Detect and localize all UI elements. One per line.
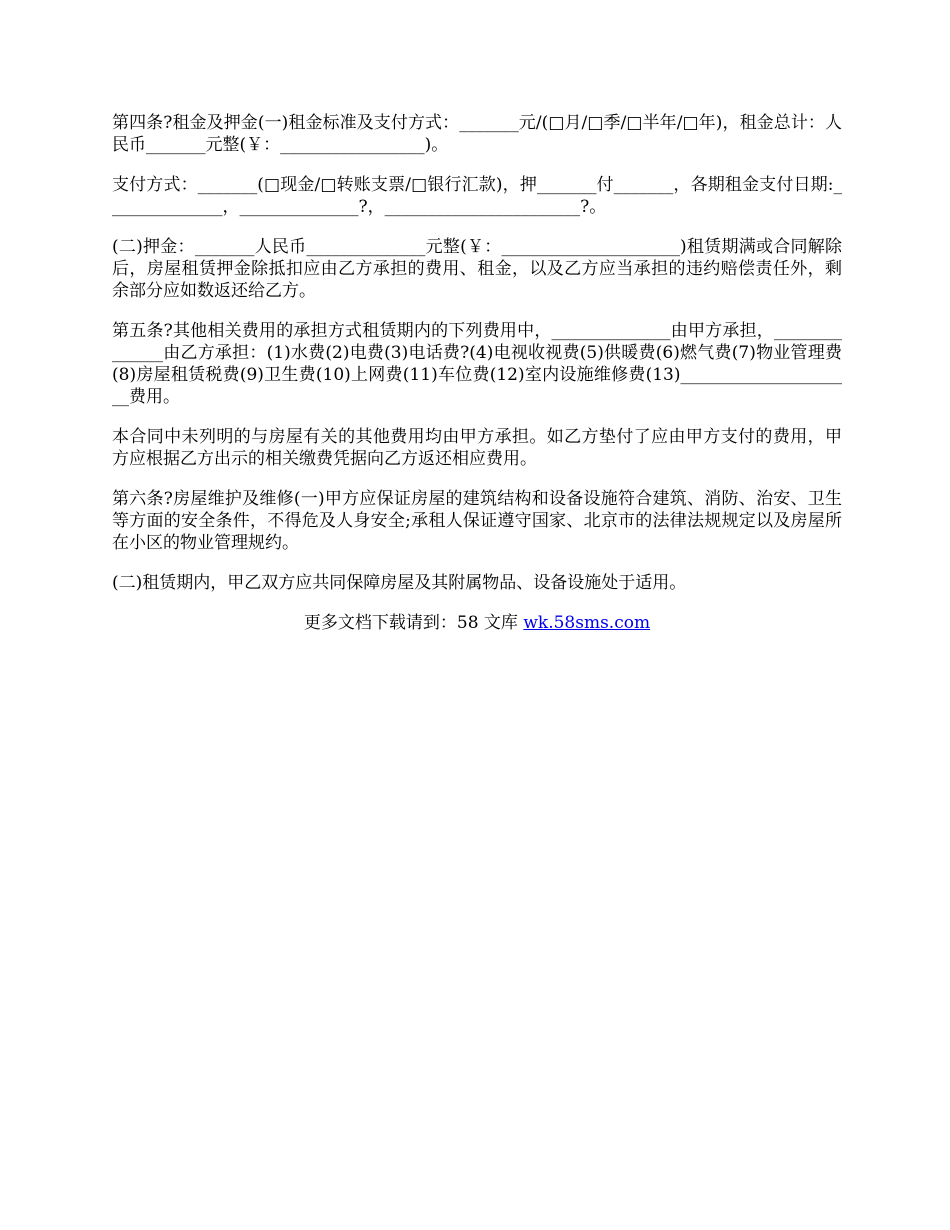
- footer: [112, 612, 842, 634]
- paragraph-joint-maintenance: (二)租赁期内，甲乙双方应共同保障房屋及其附属物品、设备设施处于适用。: [112, 573, 687, 593]
- paragraph-payment-method: 支付方式：_______(□现金/□转账支票/□银行汇款)，押_______付_______，各期租金支付日期:______________，______________?，_______________________?。: [112, 175, 842, 217]
- document-page: [112, 112, 842, 634]
- paragraph-article-4-rent: 第四条?租金及押金(一)租金标准及支付方式：_______元/(□月/□季/□半年/□年)，租金总计：人民币_______元整(￥：_________________)。: [112, 113, 842, 155]
- paragraph-deposit: (二)押金：_______人民币______________元整(￥：_____________________)租赁期满或合同解除后，房屋租赁押金除抵扣应由乙方承担的费用、租金，以及乙方应当承担的违约赔偿责任外，剩余部分应如数返还给乙方。: [112, 237, 842, 301]
- paragraph-other-fees: 本合同中未列明的与房屋有关的其他费用均由甲方承担。如乙方垫付了应由甲方支付的费用，甲方应根据乙方出示的相关缴费凭据向乙方返还相应费用。: [112, 427, 842, 469]
- paragraph-article-6-maintenance: 第六条?房屋维护及维修(一)甲方应保证房屋的建筑结构和设备设施符合建筑、消防、治安、卫生等方面的安全条件，不得危及人身安全;承租人保证遵守国家、北京市的法律法规规定以及房屋所在小区的物业管理规约。: [112, 489, 842, 553]
- footer-link[interactable]: wk.58sms.com: [523, 613, 651, 633]
- paragraph-article-5-fees: 第五条?其他相关费用的承担方式租赁期内的下列费用中，______________由甲方承担，______________由乙方承担：(1)水费(2)电费(3)电话费?(4)电视收视费(5)供暖费(6)燃气费(7)物业管理费(8)房屋租赁税费(9)卫生费(10)上网费(11)车位费(12)室内设施维修费(13)_____________________费用。: [112, 321, 842, 407]
- footer-text: 更多文档下载请到：58 文库: [303, 613, 524, 633]
